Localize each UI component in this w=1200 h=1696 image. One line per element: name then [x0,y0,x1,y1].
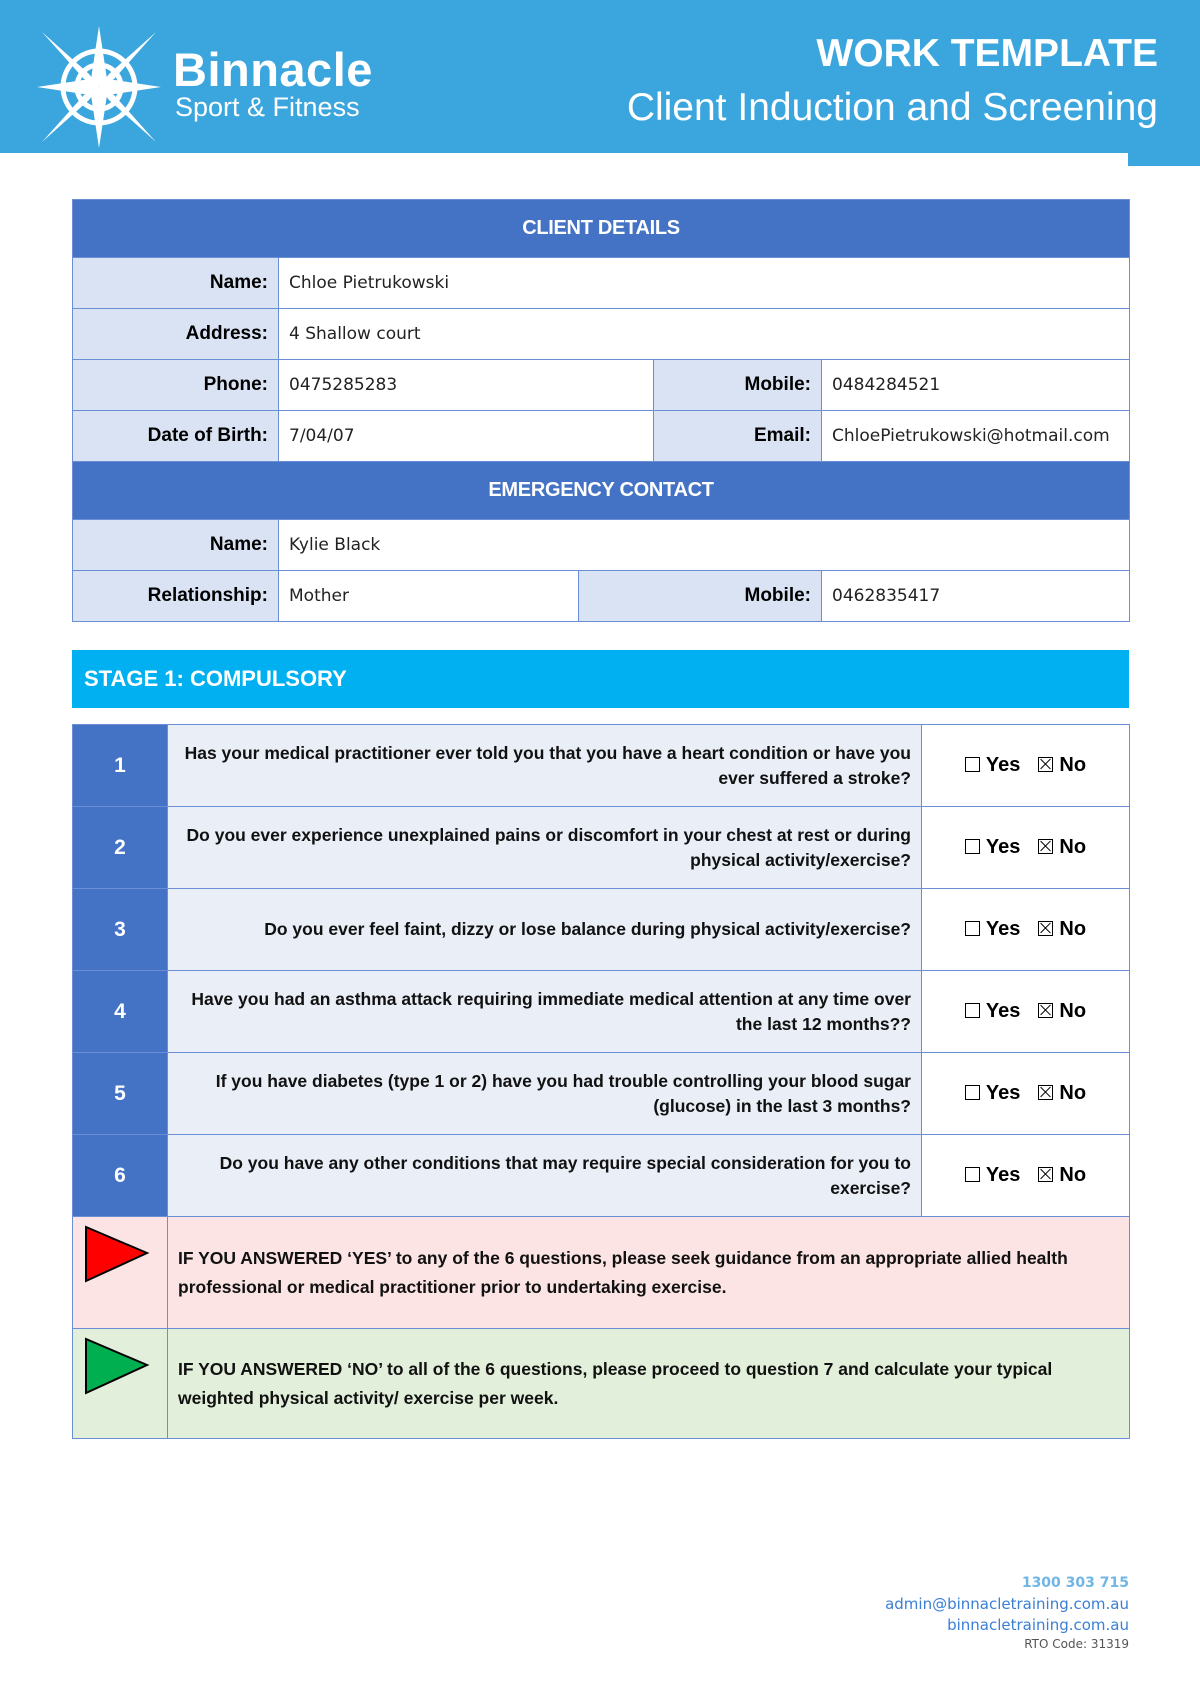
page-title: WORK TEMPLATE [816,32,1158,75]
answer-options [922,807,1130,889]
client-details-table [72,199,1130,622]
dob-label: Date of Birth: [73,411,279,462]
email-field[interactable]: ChloePietrukowski@hotmail.com [822,411,1130,462]
yes-checkbox[interactable] [965,839,980,854]
logo-tagline: Sport & Fitness [175,92,360,122]
yes-checkbox[interactable] [965,1167,980,1182]
logo-name: Binnacle [173,43,373,96]
question-row [73,807,1130,889]
yes-checkbox[interactable] [965,1085,980,1100]
footer-email-link[interactable]: admin@binnacletraining.com.au [885,1595,1129,1613]
question-number: 4 [73,971,168,1053]
name-label: Name: [73,258,279,309]
yes-label: Yes [985,1164,1021,1186]
question-row [73,889,1130,971]
no-checkbox[interactable] [1038,757,1053,772]
emergency-contact-heading: EMERGENCY CONTACT [73,462,1130,520]
question-number: 1 [73,725,168,807]
no-checkbox[interactable] [1038,921,1053,936]
question-row [73,1053,1130,1135]
yes-answer-note: IF YOU ANSWERED ‘YES’ to any of the 6 questions, please seek guidance from an appropriate allied health professional or medical practitioner prior to undertaking exercise. [168,1217,1130,1329]
question-text: Do you ever feel faint, dizzy or lose balance during physical activity/exercise? [168,889,922,971]
footer-rto-code: RTO Code: 31319 [1024,1637,1129,1651]
question-number: 2 [73,807,168,889]
emergency-name-field[interactable]: Kylie Black [279,520,1130,571]
yes-label: Yes [985,836,1021,858]
footer-website-link[interactable]: binnacletraining.com.au [947,1616,1129,1634]
answer-options [922,971,1130,1053]
page-footer [885,1573,1129,1653]
question-row [73,1135,1130,1217]
stage-1-heading: STAGE 1: COMPULSORY [72,650,1129,708]
question-text: Do you have any other conditions that may require special consideration for you to exercise? [168,1135,922,1217]
question-number: 3 [73,889,168,971]
yes-checkbox[interactable] [965,1003,980,1018]
name-field[interactable]: Chloe Pietrukowski [279,258,1130,309]
no-label: No [1059,918,1087,940]
no-checkbox[interactable] [1038,1085,1053,1100]
green-flag-cell [73,1329,168,1439]
compass-logo-icon [34,24,164,150]
yes-label: Yes [985,754,1021,776]
question-number: 6 [73,1135,168,1217]
no-checkbox[interactable] [1038,839,1053,854]
question-row [73,971,1130,1053]
yes-checkbox[interactable] [965,757,980,772]
yes-label: Yes [985,1000,1021,1022]
yes-label: Yes [985,918,1021,940]
question-text: Has your medical practitioner ever told you that you have a heart condition or have you ever suffered a stroke? [168,725,922,807]
dob-field[interactable]: 7/04/07 [279,411,654,462]
relationship-field[interactable]: Mother [279,571,579,622]
emergency-name-label: Name: [73,520,279,571]
yes-label: Yes [985,1082,1021,1104]
no-checkbox[interactable] [1038,1003,1053,1018]
page-subtitle: Client Induction and Screening [626,86,1158,129]
question-text: Have you had an asthma attack requiring immediate medical attention at any time over the last 12 months?? [168,971,922,1053]
question-text: Do you ever experience unexplained pains or discomfort in your chest at rest or during physical activity/exercise? [168,807,922,889]
question-row [73,725,1130,807]
answer-options [922,889,1130,971]
header-tab [1128,150,1200,166]
no-answer-note: IF YOU ANSWERED ‘NO’ to all of the 6 questions, please proceed to question 7 and calculate your typical weighted physical activity/ exercise per week. [168,1329,1130,1439]
address-field[interactable]: 4 Shallow court [279,309,1130,360]
green-arrow-icon [84,1337,150,1397]
footer-phone[interactable]: 1300 303 715 [1021,1575,1129,1591]
no-label: No [1059,754,1087,776]
client-details-heading: CLIENT DETAILS [73,200,1130,258]
question-text: If you have diabetes (type 1 or 2) have you had trouble controlling your blood sugar (glucose) in the last 3 months? [168,1053,922,1135]
question-number: 5 [73,1053,168,1135]
mobile-label: Mobile: [654,360,822,411]
no-label: No [1059,836,1087,858]
yes-checkbox[interactable] [965,921,980,936]
answer-options [922,1053,1130,1135]
screening-questions-table [72,724,1130,1439]
red-flag-cell [73,1217,168,1329]
mobile-field[interactable]: 0484284521 [822,360,1130,411]
answer-options [922,725,1130,807]
emergency-mobile-label: Mobile: [579,571,822,622]
page-header [0,0,1200,153]
emergency-mobile-field[interactable]: 0462835417 [822,571,1130,622]
red-arrow-icon [84,1225,150,1285]
no-label: No [1059,1164,1087,1186]
answer-options [922,1135,1130,1217]
no-label: No [1059,1000,1087,1022]
no-checkbox[interactable] [1038,1167,1053,1182]
address-label: Address: [73,309,279,360]
phone-field[interactable]: 0475285283 [279,360,654,411]
no-label: No [1059,1082,1087,1104]
phone-label: Phone: [73,360,279,411]
relationship-label: Relationship: [73,571,279,622]
email-label: Email: [654,411,822,462]
